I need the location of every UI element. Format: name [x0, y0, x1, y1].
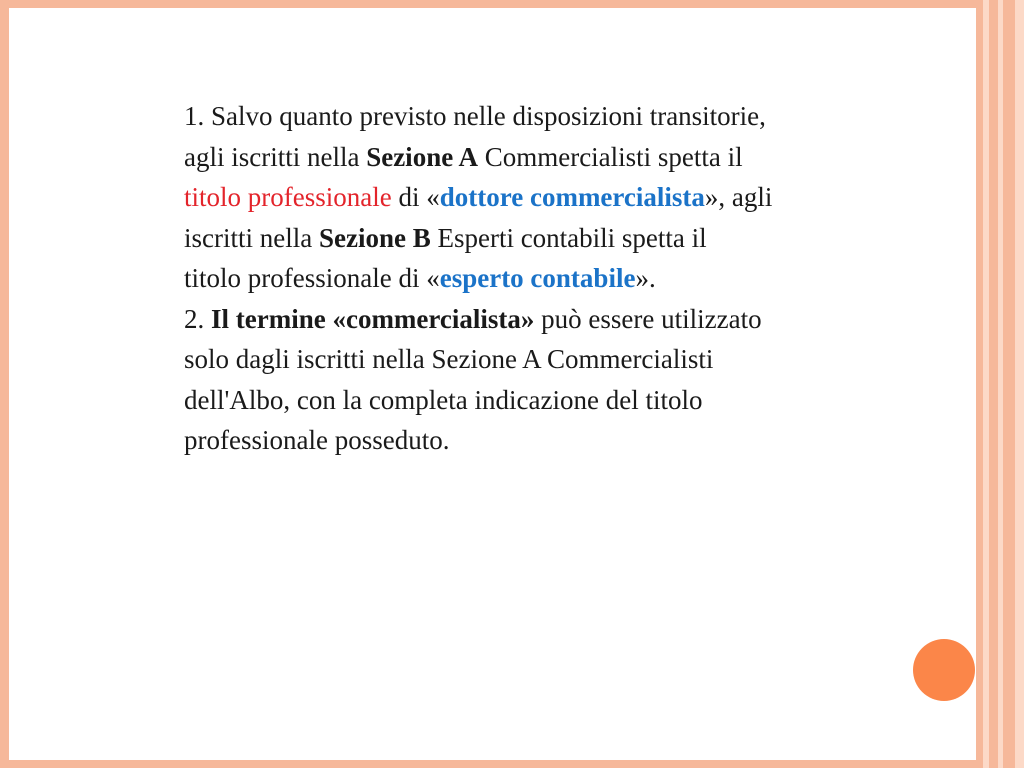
text-segment: 1. Salvo quanto previsto nelle disposizioni transitorie, [184, 101, 766, 131]
left-border [0, 0, 9, 768]
text-segment: titolo professionale di « [184, 263, 440, 293]
text-segment: », agli [704, 182, 773, 212]
text-segment: professionale posseduto. [184, 425, 450, 455]
text-line [184, 177, 954, 218]
text-segment: agli iscritti nella [184, 141, 367, 172]
text-segment: può essere utilizzato [534, 303, 762, 334]
right-stripe [1003, 0, 1015, 768]
right-stripe [976, 0, 983, 768]
text-line [184, 420, 954, 461]
text-line [184, 299, 954, 340]
text-segment: solo dagli iscritti nella Sezione A Commercialisti [184, 344, 714, 374]
right-stripe [1015, 0, 1024, 768]
text-segment: di « [391, 182, 440, 212]
text-segment: 2. [184, 303, 211, 334]
text-segment: iscritti nella [184, 222, 319, 253]
text-segment: esperto contabile [439, 263, 636, 293]
text-segment: ». [635, 263, 656, 293]
text-line [184, 339, 954, 380]
text-segment: Il termine «commercialista» [211, 303, 535, 334]
text-segment: Sezione B [318, 222, 431, 253]
text-line [184, 96, 954, 137]
top-border [0, 0, 1024, 8]
decorative-orange-circle [913, 639, 975, 701]
text-line [184, 218, 954, 259]
text-segment: Sezione A [366, 141, 478, 172]
text-segment: Esperti contabili spetta il [430, 222, 707, 253]
right-stripe [989, 0, 998, 768]
text-line [184, 380, 954, 421]
bottom-border [0, 760, 1024, 768]
text-segment: titolo professionale [184, 182, 392, 212]
text-segment: Commercialisti spetta il [477, 141, 743, 172]
text-line [184, 137, 954, 178]
slide-body-text [184, 96, 954, 461]
text-segment: dell'Albo, con la completa indicazione del titolo [184, 384, 703, 415]
text-segment: dottore commercialista [439, 182, 705, 212]
text-line [184, 258, 954, 299]
